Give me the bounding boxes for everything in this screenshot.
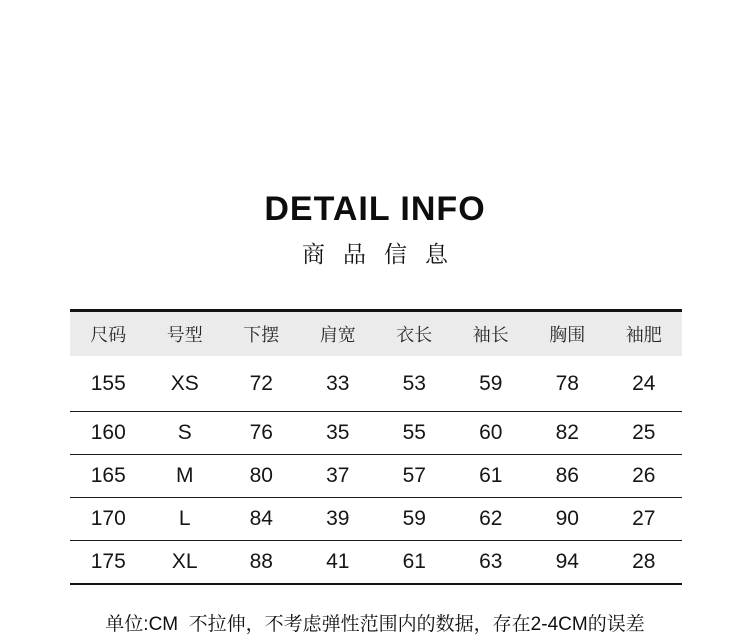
table-cell: 25 <box>632 421 656 444</box>
table-cell: 59 <box>479 371 503 395</box>
table-cell: 28 <box>632 550 656 573</box>
table-cell: 78 <box>555 371 579 395</box>
table-cell: 84 <box>249 507 273 530</box>
table-cell: 33 <box>326 371 350 395</box>
column-header-sleeve-length: 袖长 <box>472 325 509 345</box>
table-cell: 55 <box>402 421 426 444</box>
column-header-hem: 下摆 <box>243 325 280 345</box>
table-cell: 76 <box>249 421 273 444</box>
column-header-bust: 胸围 <box>549 325 586 345</box>
column-header-sleeve-width: 袖肥 <box>625 325 662 345</box>
page-subtitle: 商品信息 <box>302 241 466 267</box>
table-row <box>70 412 682 455</box>
table-cell: 88 <box>249 550 273 573</box>
table-cell: 175 <box>90 550 126 573</box>
table-cell: 26 <box>632 464 656 487</box>
table-row <box>70 455 682 498</box>
table-cell: 72 <box>249 371 273 395</box>
table-header-row <box>70 312 682 356</box>
column-header-model: 号型 <box>166 325 203 345</box>
table-cell: 24 <box>632 371 656 395</box>
column-header-length: 衣长 <box>396 325 433 345</box>
table-cell: 37 <box>326 464 350 487</box>
table-cell: 39 <box>326 507 350 530</box>
table-cell: 61 <box>479 464 503 487</box>
table-cell: 41 <box>326 550 350 573</box>
table-cell: L <box>178 507 191 530</box>
table-cell: 94 <box>555 550 579 573</box>
table-cell: 82 <box>555 421 579 444</box>
table-cell: 53 <box>402 371 426 395</box>
table-cell: 170 <box>90 507 126 530</box>
table-row <box>70 541 682 585</box>
table-cell: 160 <box>90 421 126 444</box>
table-row <box>70 356 682 412</box>
table-cell: 35 <box>326 421 350 444</box>
table-cell: 61 <box>402 550 426 573</box>
table-row <box>70 498 682 541</box>
table-cell: 62 <box>479 507 503 530</box>
table-cell: 59 <box>402 507 426 530</box>
table-cell: XS <box>170 371 199 395</box>
page-title: DETAIL INFO <box>264 190 486 228</box>
measurement-note: 单位:CM 不拉伸，不考虑弹性范围内的数据，存在2-4CM的误差 <box>105 614 645 635</box>
column-header-shoulder: 肩宽 <box>319 325 356 345</box>
size-table <box>70 309 682 585</box>
table-cell: S <box>177 421 192 444</box>
table-cell: 86 <box>555 464 579 487</box>
table-cell: 27 <box>632 507 656 530</box>
table-cell: 165 <box>90 464 126 487</box>
table-cell: 60 <box>479 421 503 444</box>
column-header-size: 尺码 <box>90 325 127 345</box>
table-cell: 57 <box>402 464 426 487</box>
table-cell: M <box>176 464 194 487</box>
table-cell: 63 <box>479 550 503 573</box>
table-cell: 155 <box>90 371 126 395</box>
table-cell: 80 <box>249 464 273 487</box>
table-cell: XL <box>171 550 198 573</box>
table-cell: 90 <box>555 507 579 530</box>
